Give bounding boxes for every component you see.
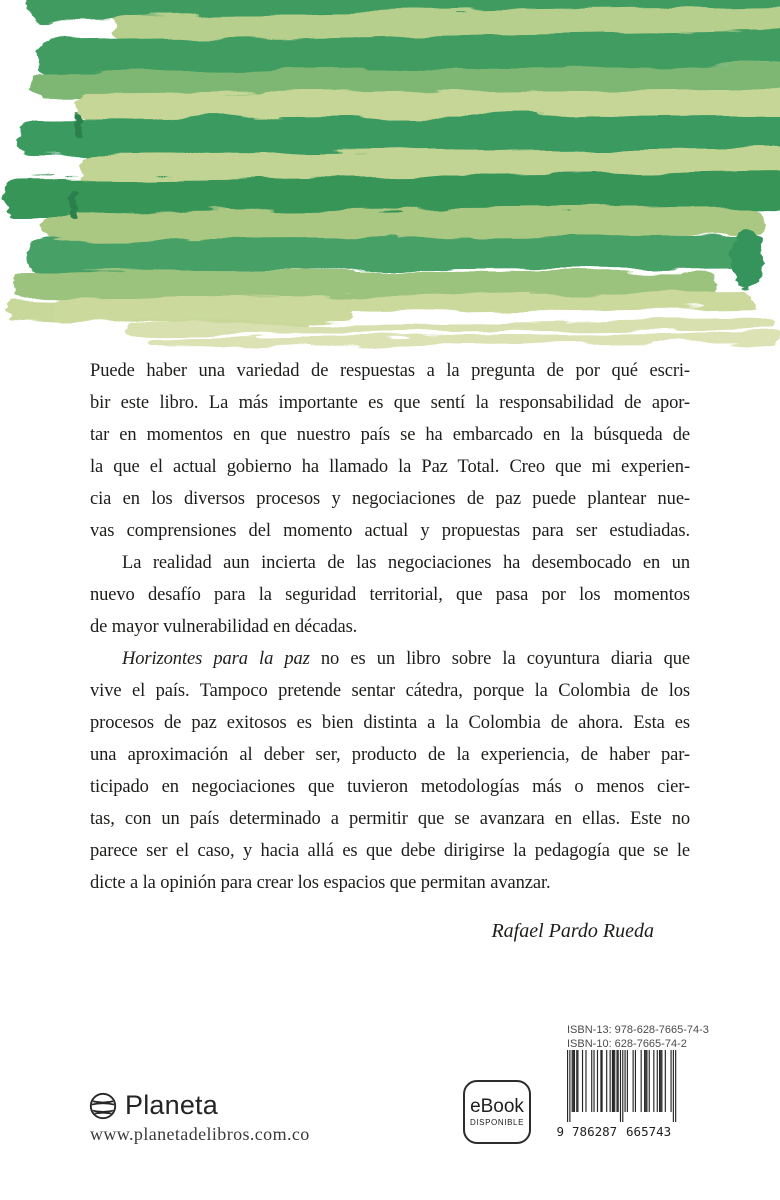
brush-strokes-art: [0, 0, 780, 350]
publisher-logo: [88, 1090, 218, 1121]
svg-text:665743: 665743: [626, 1124, 672, 1139]
blurb-line: ticipado en negociaciones que tuvieron metodologías más o menos cier-: [90, 777, 690, 797]
blurb-line: vas comprensiones del momento actual y propuestas para ser estudiadas.: [90, 521, 690, 541]
brush-strokes-artwork: [0, 0, 780, 350]
barcode: [553, 1050, 677, 1142]
isbn10-text: ISBN-10: 628-7665-74-2: [567, 1037, 687, 1050]
blurb-line: nuevo desafío para la seguridad territorial, que pasa por los momentos: [90, 585, 690, 605]
blurb-line: de mayor vulnerabilidad en décadas.: [90, 617, 358, 637]
blurb-line: parece ser el caso, y hacia allá es que debe dirigirse la pedagogía que se le: [90, 841, 690, 861]
blurb-line: bir este libro. La más importante es que sentí la responsabilidad de apor-: [90, 393, 690, 413]
svg-text:9: 9: [556, 1124, 564, 1139]
blurb-line: vive el país. Tampoco pretende sentar cátedra, porque la Colombia de los: [90, 681, 690, 701]
publisher-name: Planeta: [125, 1090, 218, 1120]
blurb-line: Horizontes para la paz no es un libro sobre la coyuntura diaria que: [122, 649, 690, 669]
blurb-line: una aproximación al deber ser, producto de la experiencia, de haber par-: [90, 745, 690, 765]
svg-text:786287: 786287: [572, 1124, 618, 1139]
blurb-line: La realidad aun incierta de las negociaciones ha desembocado en un: [122, 553, 690, 573]
blurb-line: Puede haber una variedad de respuestas a la pregunta de por qué escri-: [90, 361, 690, 381]
ebook-badge-title: eBook: [470, 1096, 524, 1117]
blurb-line: cia en los diversos procesos y negociaciones de paz puede plantear nue-: [90, 489, 690, 509]
blurb-line: procesos de paz exitosos es bien distinta a la Colombia de ahora. Esta es: [90, 713, 690, 733]
isbn-block: [567, 1024, 709, 1051]
blurb-line: tar en momentos en que nuestro país se ha embarcado en la búsqueda de: [90, 425, 690, 445]
blurb-line: la que el actual gobierno ha llamado la Paz Total. Creo que mi experien-: [90, 457, 690, 477]
blurb: [90, 355, 690, 899]
blurb-line: dicte a la opinión para crear los espacios que permitan avanzar.: [90, 873, 551, 893]
author-name: Rafael Pardo Rueda: [491, 920, 654, 942]
blurb-line: tas, con un país determinado a permitir que se avanzara en ellas. Este no: [90, 809, 690, 829]
ebook-badge-subtitle: DISPONIBLE: [469, 1118, 524, 1127]
publisher-website: www.planetadelibros.com.co: [90, 1124, 310, 1144]
isbn13-text: ISBN-13: 978-628-7665-74-3: [567, 1024, 709, 1036]
ebook-badge: [463, 1080, 531, 1144]
planeta-globe-icon: [88, 1091, 118, 1121]
